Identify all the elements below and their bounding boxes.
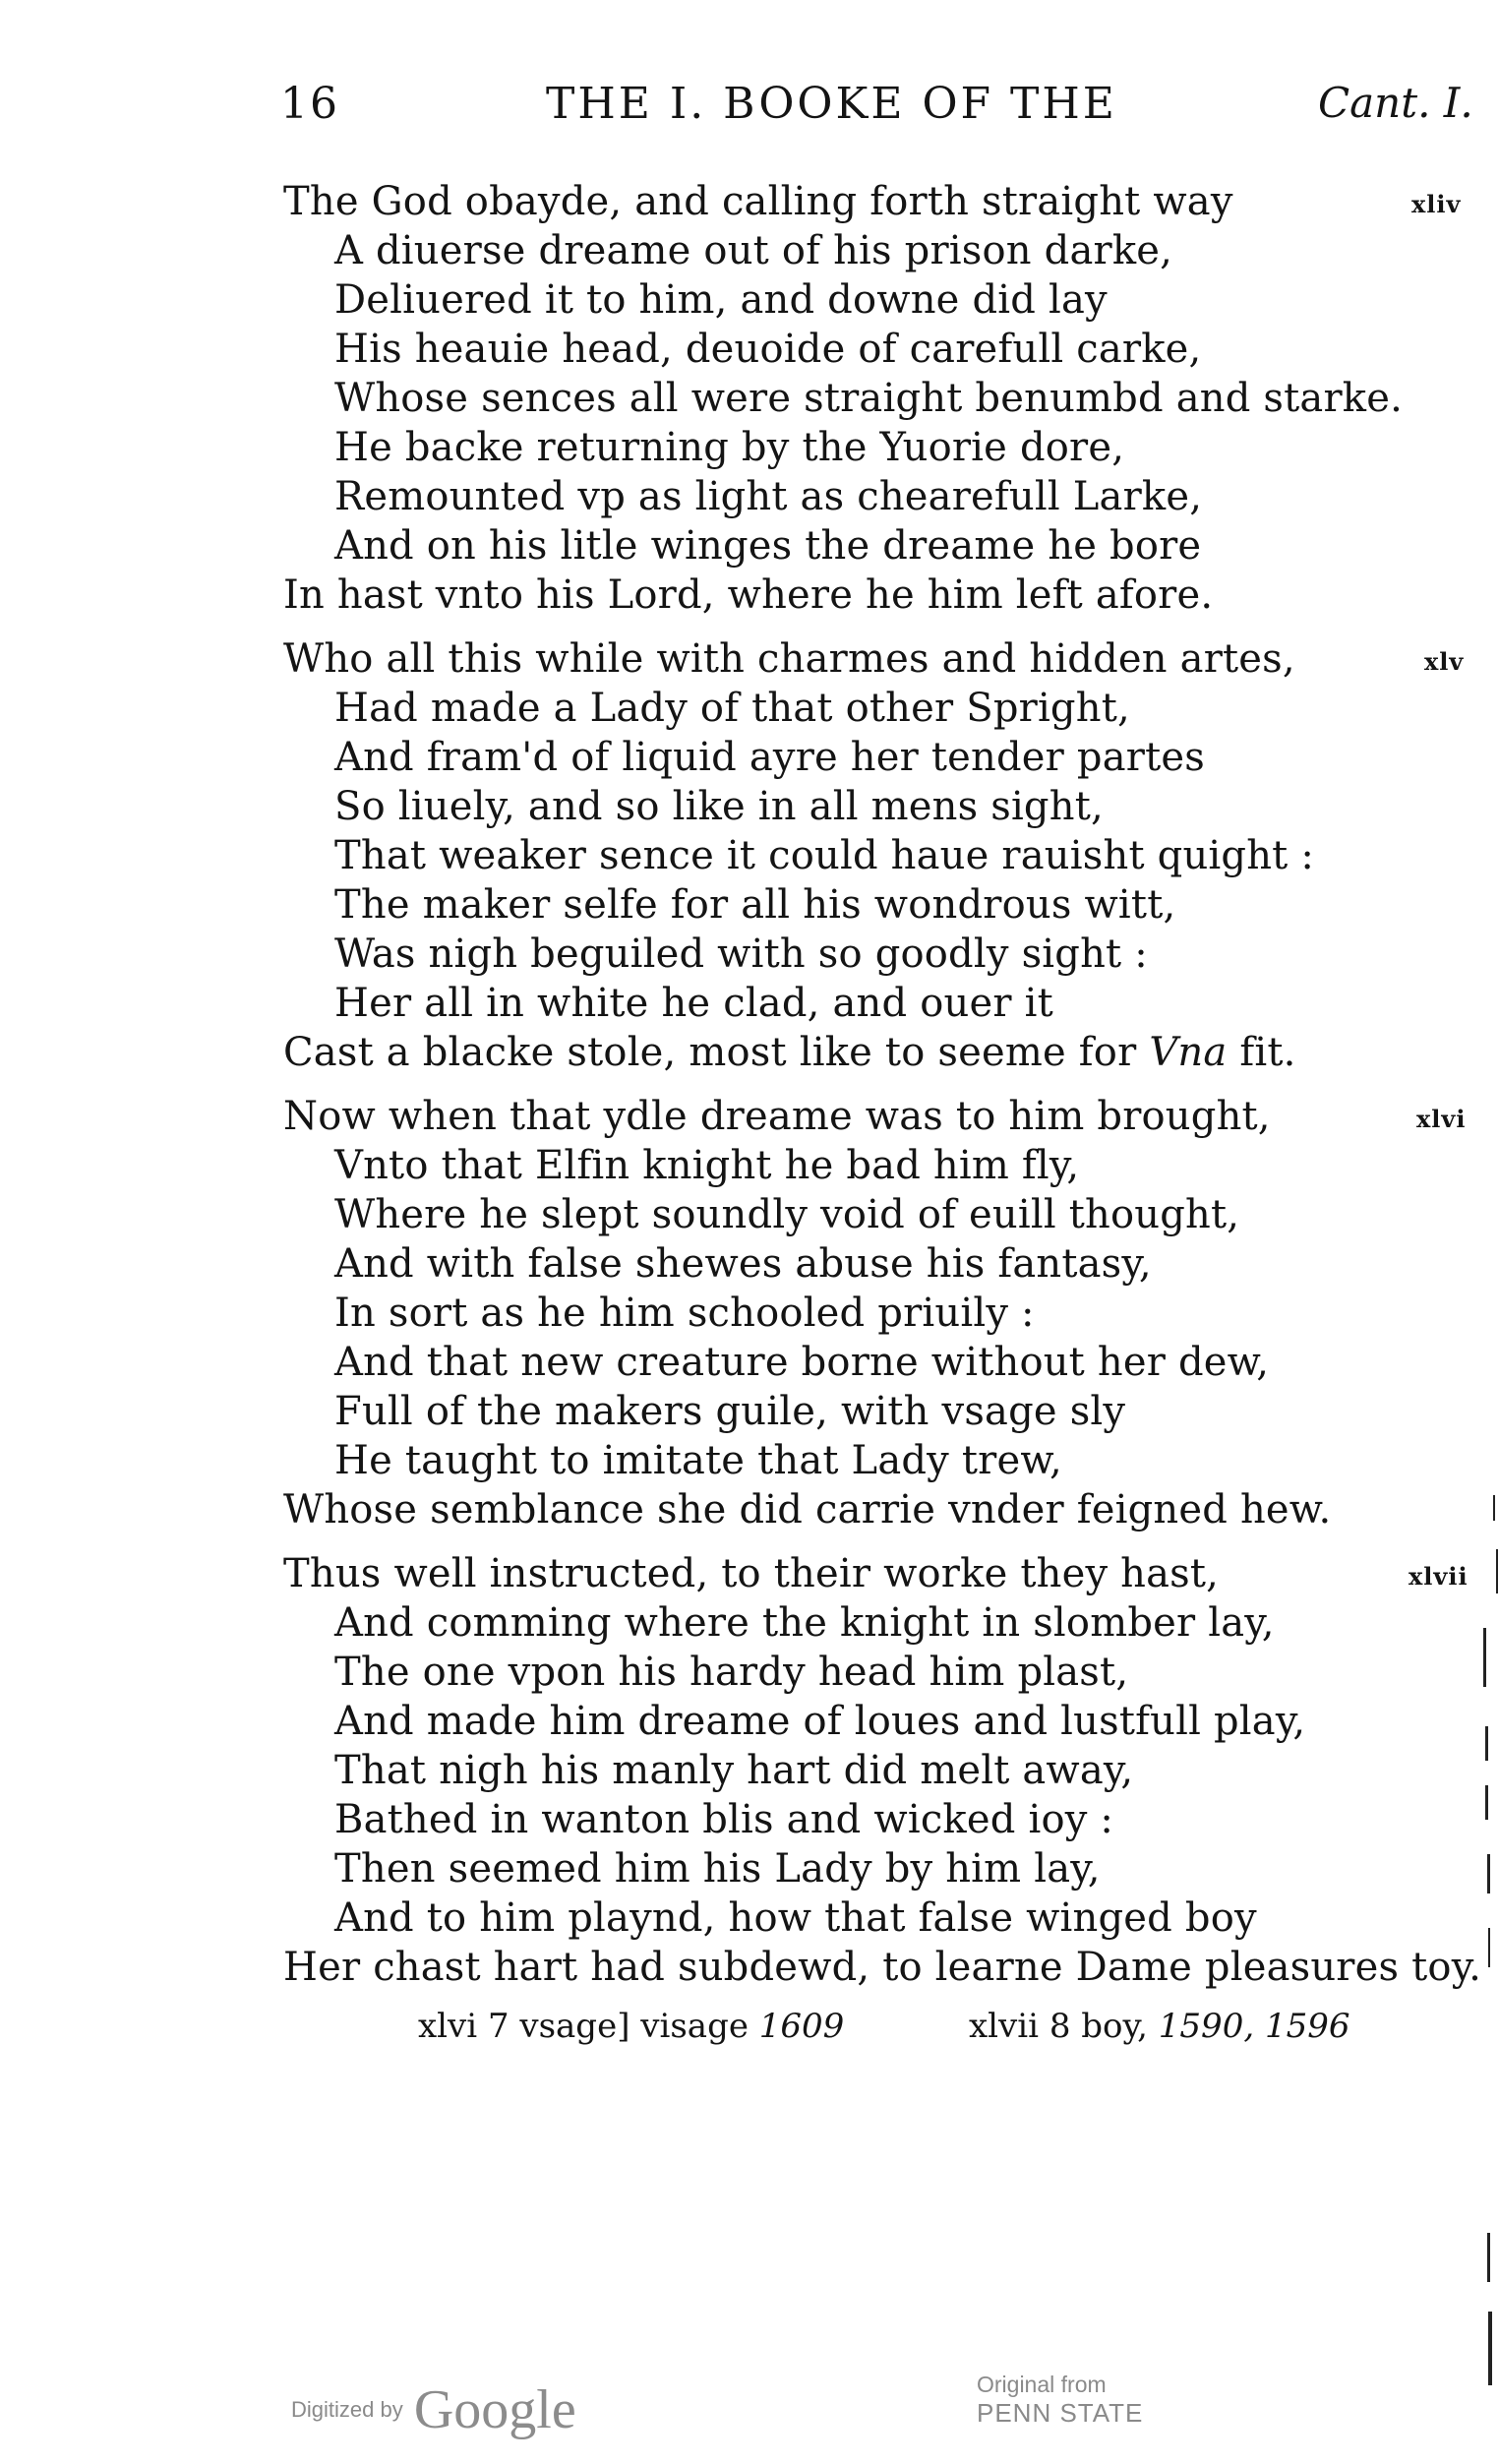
verse-line: His heauie head, deuoide of carefull carke,: [334, 327, 1202, 372]
footnote-year: 1609: [758, 2007, 845, 2046]
stanza-number: xlvii: [1409, 1562, 1469, 1591]
verse-line: And made him dreame of loues and lustfull play,: [334, 1699, 1306, 1744]
original-from-label: Original from: [977, 2372, 1107, 2397]
verse-line: That weaker sence it could haue rauisht quight :: [334, 833, 1315, 878]
scan-edge-mark: [1487, 2233, 1490, 2282]
scan-edge-mark: [1483, 1628, 1486, 1687]
verse-line: And on his litle winges the dreame he bore: [334, 523, 1202, 569]
verse-line: A diuerse dreame out of his prison darke,: [334, 228, 1173, 273]
verse-line: He backe returning by the Yuorie dore,: [334, 425, 1125, 470]
digitized-label: Digitized by: [291, 2397, 403, 2422]
verse-line: Now when that ydle dreame was to him brought,: [283, 1094, 1271, 1139]
verse-line: And to him playnd, how that false winged boy: [334, 1895, 1257, 1941]
verse-line: Remounted vp as light as chearefull Larke,: [334, 474, 1203, 519]
footnote-text: xlvi 7 vsage] visage: [418, 2007, 759, 2046]
google-logo: Google: [413, 2379, 576, 2440]
verse-line: Was nigh beguiled with so goodly sight :: [334, 932, 1148, 977]
scan-edge-mark: [1493, 1495, 1495, 1521]
verse-line: He taught to imitate that Lady trew,: [334, 1438, 1062, 1483]
scan-edge-mark: [1488, 1928, 1490, 1967]
scan-edge-mark: [1496, 1549, 1498, 1593]
verse-line: Cast a blacke stole, most like to seeme for Vna fit.: [283, 1030, 1296, 1075]
scan-edge-mark: [1485, 1726, 1488, 1761]
verse-line: The maker selfe for all his wondrous witt,: [334, 882, 1176, 928]
verse-line: Deliuered it to him, and downe did lay: [334, 277, 1108, 323]
footnote: [418, 2007, 844, 2046]
verse-line: Vnto that Elfin knight he bad him fly,: [334, 1143, 1080, 1188]
footnote: [969, 2007, 1349, 2046]
scan-edge-mark: [1488, 2312, 1492, 2385]
footnote-year: 1590, 1596: [1158, 2007, 1350, 2046]
verse-line: The one vpon his hardy head him plast,: [334, 1650, 1129, 1695]
verse-line: Who all this while with charmes and hidden artes,: [283, 636, 1295, 682]
verse-line: Bathed in wanton blis and wicked ioy :: [334, 1797, 1114, 1842]
original-from-watermark: [977, 2371, 1143, 2428]
verse-line: So liuely, and so like in all mens sight,: [334, 784, 1104, 829]
verse-line: That nigh his manly hart did melt away,: [334, 1748, 1134, 1793]
textual-notes: [0, 2007, 1499, 2056]
stanza-number: xliv: [1411, 190, 1462, 218]
running-head: [0, 79, 1499, 138]
verse-line: Her all in white he clad, and ouer it: [334, 981, 1053, 1026]
verse-line: The God obayde, and calling forth straight way: [283, 179, 1233, 224]
verse-line: Whose sences all were straight benumbd and starke.: [334, 376, 1404, 421]
footnote-text: xlvii 8 boy,: [969, 2007, 1159, 2046]
verse-line: In hast vnto his Lord, where he him left afore.: [283, 572, 1214, 618]
stanza-number: xlv: [1424, 647, 1465, 676]
verse-line: Where he slept soundly void of euill thought,: [334, 1192, 1240, 1237]
digitized-by-watermark: [291, 2378, 576, 2440]
verse-line: Full of the makers guile, with vsage sly: [334, 1389, 1126, 1434]
proper-name: Vna: [1149, 1030, 1228, 1075]
verse-line: And fram'd of liquid ayre her tender partes: [334, 735, 1205, 780]
stanza-number: xlvi: [1416, 1105, 1467, 1133]
verse-line: Then seemed him his Lady by him lay,: [334, 1846, 1101, 1892]
verse-line: Thus well instructed, to their worke they hast,: [283, 1551, 1220, 1596]
verse-line: And that new creature borne without her dew,: [334, 1340, 1270, 1385]
scan-edge-mark: [1487, 1854, 1490, 1893]
verse-line: Her chast hart had subdewd, to learne Dame pleasures toy.: [283, 1945, 1482, 1990]
page-number: 16: [280, 79, 339, 129]
verse-line: Had made a Lady of that other Spright,: [334, 686, 1130, 731]
scan-edge-mark: [1485, 1785, 1488, 1820]
verse-line: Whose semblance she did carrie vnder feigned hew.: [283, 1487, 1332, 1532]
verse-line: And comming where the knight in slomber lay,: [334, 1600, 1275, 1646]
verse-line: And with false shewes abuse his fantasy,: [334, 1241, 1152, 1287]
verse-line: In sort as he him schooled priuily :: [334, 1291, 1035, 1336]
running-title: THE I. BOOKE OF THE: [546, 79, 1117, 129]
canto-label: Cant. I.: [1318, 79, 1473, 127]
source-library: PENN STATE: [977, 2398, 1144, 2428]
